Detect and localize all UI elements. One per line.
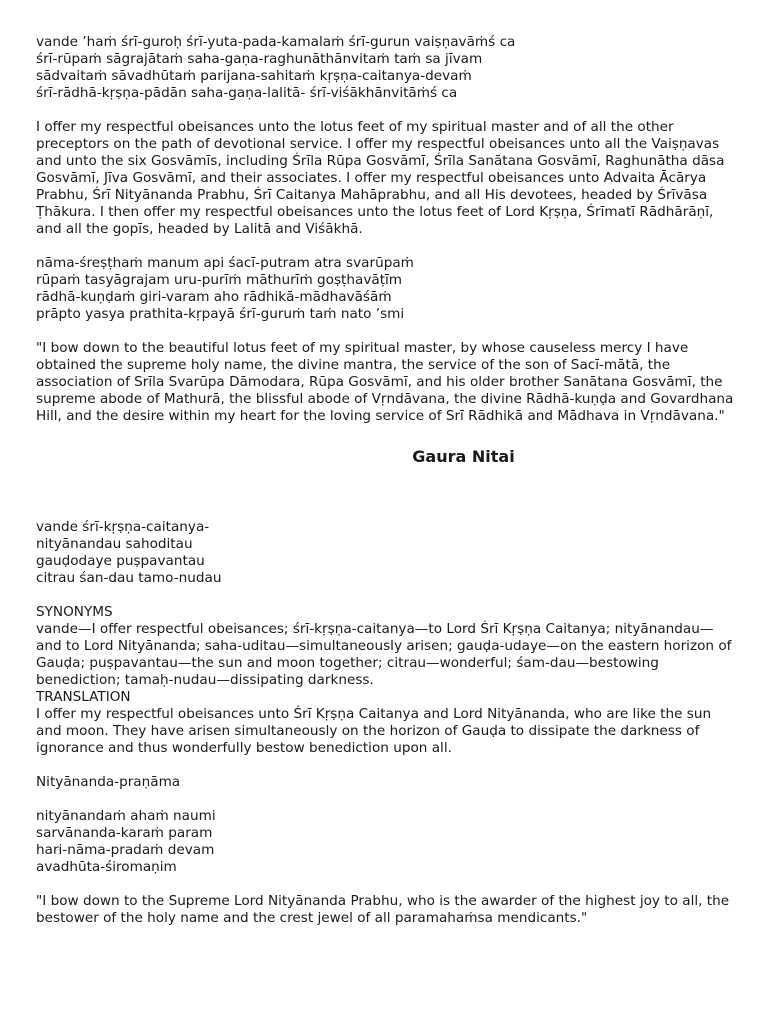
verse-one (36, 34, 736, 102)
verse-line: śrī-rūpaṁ sāgrajātaṁ saha-gaṇa-raghunāthānvitaṁ taṁ sa jīvam (36, 51, 483, 67)
verse-line: gauḍodaye puṣpavantau (36, 553, 205, 569)
verse-two (36, 255, 736, 323)
translation-paragraph-two: "I bow down to the beautiful lotus feet of my spiritual master, by whose causeless mercy I have obtained the supreme holy name, the divine mantra, the service of the son of Sacī-mātā, the association of Srīla Svarūpa Dāmodara, Rūpa Gosvāmī, and his older brother Sanātana Gosvāmī, the supreme abode of Mathurā, the blissful abode of Vṛndāvana, the divine Rādhā-kuṇḍa and Govardhana Hill, and the desire within my heart for the loving service of Srī Rādhikā and Mādhava in Vṛndāvana." (36, 340, 734, 424)
verse-line: rādhā-kuṇḍaṁ giri-varam aho rādhikā-mādhavāśāṁ (36, 289, 392, 305)
section-heading: Gaura Nitai (412, 447, 515, 466)
verse-line: vande śrī-kṛṣṇa-caitanya- (36, 519, 210, 535)
verse-line: rūpaṁ tasyāgrajam uru-purīṁ māthurīṁ goṣṭhavāṭīm (36, 272, 403, 288)
subheading: Nityānanda-praṇāma (36, 774, 181, 790)
verse-line: śrī-rādhā-kṛṣṇa-pādān saha-gaṇa-lalitā- śrī-viśākhānvitāṁś ca (36, 85, 458, 101)
synonyms-paragraph: vande—I offer respectful obeisances; śrī-kṛṣṇa-caitanya—to Lord Śrī Kṛṣṇa Caitanya; nityānandau—and to Lord Nityānanda; saha-uditau—simultaneously arisen; gauḍa-udaye—on the eastern horizon of Gauḍa; puṣpavantau—the sun and moon together; citrau—wonderful; śam-dau—bestowing benediction; tamaḥ-nudau—dissipating darkness. (36, 621, 732, 688)
verse-line: vande ’haṁ śrī-guroḥ śrī-yuta-pada-kamalaṁ śrī-gurun vaiṣṇavāṁś ca (36, 34, 516, 50)
translation-paragraph-three: I offer my respectful obeisances unto Śrī Kṛṣṇa Caitanya and Lord Nityānanda, who are like the sun and moon. They have arisen simultaneously on the horizon of Gauḍa to dissipate the darkness of ignorance and thus wonderfully bestow benediction upon all. (36, 706, 712, 756)
verse-line: nityānandau sahoditau (36, 536, 193, 552)
verse-line: prāpto yasya prathita-kṛpayā śrī-guruṁ taṁ nato ’smi (36, 306, 405, 322)
verse-line: avadhūta-śiromaṇim (36, 859, 177, 875)
verse-line: nāma-śreṣṭhaṁ manum api śacī-putram atra svarūpaṁ (36, 255, 414, 271)
translation-paragraph-one: I offer my respectful obeisances unto the lotus feet of my spiritual master and of all the other preceptors on the path of devotional service. I offer my respectful obeisances unto all the Vaiṣṇavas and unto the six Gosvāmīs, including Śrīla Rūpa Gosvāmī, Śrīla Sanātana Gosvāmī, Raghunātha dāsa Gosvāmī, Jīva Gosvāmī, and their associates. I offer my respectful obeisances unto Advaita Ācārya Prabhu, Śrī Nityānanda Prabhu, Śrī Caitanya Mahāprabhu, and all His devotees, headed by Śrīvāsa Ṭhākura. I then offer my respectful obeisances unto the lotus feet of Lord Kṛṣṇa, Śrīmatī Rādhārāṇī, and all the gopīs, headed by Lalitā and Viśākhā. (36, 119, 725, 237)
verse-line: citrau śan-dau tamo-nudau (36, 570, 222, 586)
verse-line: sarvānanda-karaṁ param (36, 825, 213, 841)
verse-four (36, 808, 736, 876)
verse-line: nityānandaṁ ahaṁ naumi (36, 808, 216, 824)
translation-paragraph-four: "I bow down to the Supreme Lord Nityānanda Prabhu, who is the awarder of the highest joy to all, the bestower of the holy name and the crest jewel of all paramahaṁsa mendicants." (36, 893, 730, 926)
translation-label: TRANSLATION (36, 689, 131, 705)
synonyms-label: SYNONYMS (36, 604, 113, 620)
verse-line: sādvaitaṁ sāvadhūtaṁ parijana-sahitaṁ kṛṣṇa-caitanya-devaṁ (36, 68, 472, 84)
document-page (36, 34, 736, 927)
verse-three (36, 519, 736, 587)
verse-line: hari-nāma-pradaṁ devam (36, 842, 215, 858)
